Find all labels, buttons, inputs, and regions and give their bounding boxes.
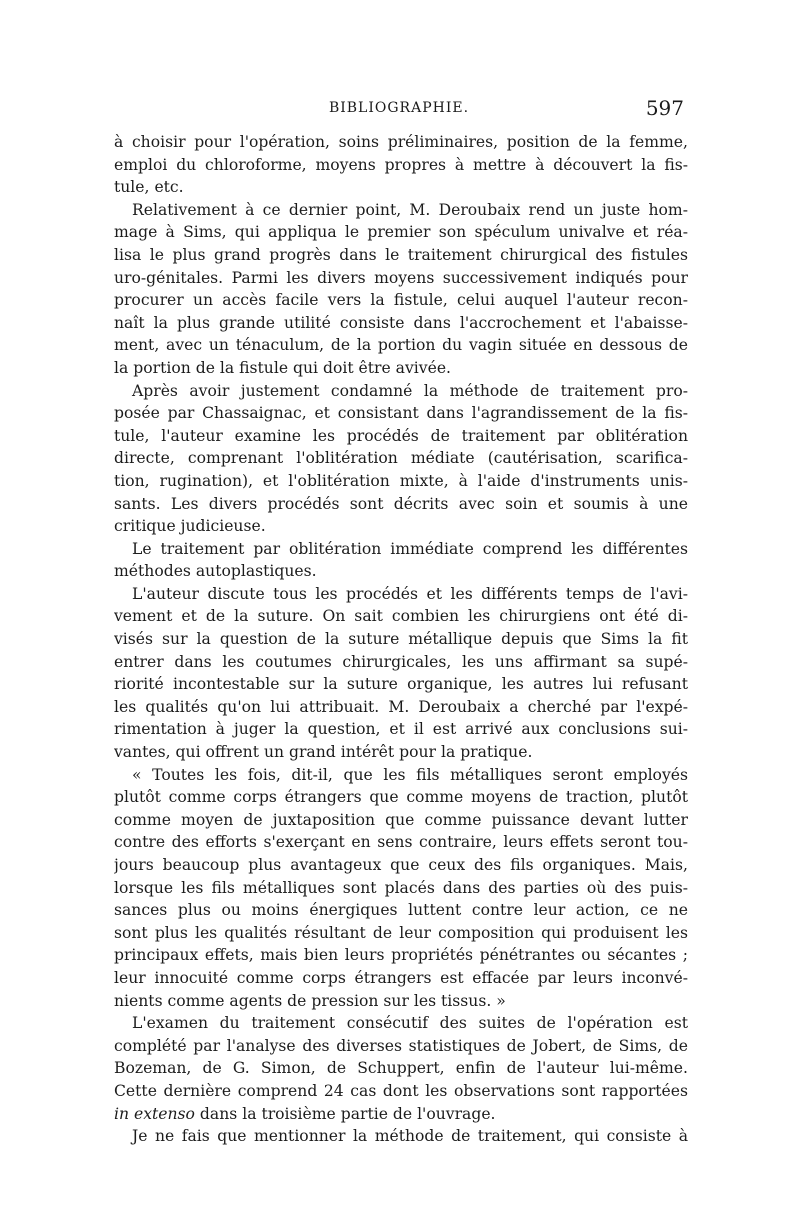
line-text: leur innocuité comme corps étrangers est effacée par leurs inconvé- <box>114 968 688 987</box>
line-text: vement et de la suture. On sait combien les chirurgiens ont été di- <box>114 607 688 626</box>
text-line <box>114 1080 688 1103</box>
text-line <box>114 267 688 290</box>
line-text: directe, comprenant l'oblitération médiate (cautérisation, scarifica- <box>114 449 688 468</box>
text-line <box>114 831 688 854</box>
line-text: ment, avec un ténaculum, de la portion du vagin située en dessous de <box>114 336 688 355</box>
text-line <box>114 877 688 900</box>
line-text: lisa le plus grand progrès dans le traitement chirurgical des fistules <box>114 245 688 264</box>
line-text: posée par Chassaignac, et consistant dans l'agrandissement de la fis- <box>114 404 688 423</box>
text-line <box>114 289 688 312</box>
line-text: jours beaucoup plus avantageux que ceux des fils organiques. Mais, <box>114 856 688 874</box>
text-line <box>114 447 688 470</box>
text-line <box>114 154 688 177</box>
line-text: nients comme agents de pression sur les tissus. » <box>114 991 506 1010</box>
line-text: à choisir pour l'opération, soins préliminaires, position de la femme, <box>114 133 688 151</box>
line-text: entrer dans les coutumes chirurgicales, les uns affirmant sa supé- <box>114 652 688 671</box>
text-line <box>114 1012 688 1035</box>
text-line <box>114 967 688 990</box>
line-text: Après avoir justement condamné la méthode de traitement pro- <box>132 381 688 400</box>
line-text: complété par l'analyse des diverses statistiques de Jobert, de Sims, de <box>114 1036 688 1055</box>
page-header <box>114 96 684 122</box>
line-text: contre des efforts s'exerçant en sens contraire, leurs effets seront tou- <box>114 833 688 852</box>
body-text <box>114 131 688 1148</box>
line-text: L'auteur discute tous les procédés et les différents temps de l'avi- <box>132 584 688 603</box>
line-text: méthodes autoplastiques. <box>114 562 317 581</box>
text-line <box>114 402 688 425</box>
line-text: sances plus ou moins énergiques luttent contre leur action, ce ne <box>114 901 688 920</box>
line-text: tion, rugination), et l'oblitération mixte, à l'aide d'instruments unis- <box>114 471 688 490</box>
line-text: rimentation à juger la question, et il est arrivé aux conclusions sui- <box>114 720 688 739</box>
text-line <box>114 470 688 493</box>
text-line <box>114 1103 688 1126</box>
line-text: visés sur la question de la suture métallique depuis que Sims la fit <box>114 630 688 649</box>
text-line <box>114 583 688 606</box>
text-line <box>114 628 688 651</box>
line-text: Le traitement par oblitération immédiate comprend les différentes <box>132 539 688 558</box>
line-text: mage à Sims, qui appliqua le premier son spéculum univalve et réa- <box>114 223 688 242</box>
text-line <box>114 493 688 516</box>
text-line <box>114 1125 688 1148</box>
line-text: comme moyen de juxtaposition que comme puissance devant lutter <box>114 810 688 829</box>
line-text: Cette dernière comprend 24 cas dont les observations sont rapportées <box>114 1081 688 1100</box>
text-line <box>114 538 688 561</box>
text-line <box>114 696 688 719</box>
line-text: emploi du chloroforme, moyens propres à mettre à découvert la fis- <box>114 155 688 174</box>
line-text: lorsque les fils métalliques sont placés dans des parties où des puis- <box>114 878 688 897</box>
text-line <box>114 990 688 1013</box>
line-text: tule, etc. <box>114 178 184 197</box>
line-text: Je ne fais que mentionner la méthode de traitement, qui consiste à <box>132 1127 688 1146</box>
line-text: naît la plus grande utilité consiste dans l'accrochement et l'abaisse- <box>114 313 688 332</box>
line-text: sants. Les divers procédés sont décrits avec soin et soumis à une <box>114 494 688 513</box>
line-text: L'examen du traitement consécutif des suites de l'opération est <box>132 1014 688 1033</box>
text-line <box>114 764 688 787</box>
text-line <box>114 899 688 922</box>
text-line <box>114 809 688 832</box>
line-text: plutôt comme corps étrangers que comme moyens de traction, plutôt <box>114 788 688 807</box>
line-text: tule, l'auteur examine les procédés de traitement par oblitération <box>114 426 688 445</box>
line-text: critique judicieuse. <box>114 517 266 536</box>
line-text: uro-génitales. Parmi les divers moyens successivement indiqués pour <box>114 268 688 287</box>
text-line <box>114 312 688 335</box>
text-line <box>114 425 688 448</box>
text-line <box>114 244 688 267</box>
line-text: sont plus les qualités résultant de leur composition qui produisent les <box>114 923 688 942</box>
italic-phrase: in extenso <box>114 1104 195 1123</box>
text-line <box>114 605 688 628</box>
text-line <box>114 718 688 741</box>
text-line <box>114 651 688 674</box>
line-text: procurer un accès facile vers la fistule, celui auquel l'auteur recon- <box>114 291 688 310</box>
text-line <box>114 741 688 764</box>
text-line <box>114 334 688 357</box>
line-text: les qualités qu'on lui attribuait. M. Deroubaix a cherché par l'expé- <box>114 697 688 716</box>
text-line <box>114 357 688 380</box>
line-text: la portion de la fistule qui doit être avivée. <box>114 358 452 377</box>
text-line <box>114 221 688 244</box>
line-text: Relativement à ce dernier point, M. Deroubaix rend un juste hom- <box>132 200 688 219</box>
line-text: riorité incontestable sur la suture organique, les autres lui refusant <box>114 675 688 694</box>
text-line <box>114 515 688 538</box>
line-text: Bozeman, de G. Simon, de Schuppert, enfin de l'auteur lui-même. <box>114 1059 688 1078</box>
page-number: 597 <box>645 96 684 120</box>
text-line <box>114 786 688 809</box>
text-line <box>114 922 688 945</box>
text-line <box>114 944 688 967</box>
text-line <box>114 199 688 222</box>
text-line <box>114 1057 688 1080</box>
line-text: vantes, qui offrent un grand intérêt pour la pratique. <box>114 743 533 762</box>
text-line <box>114 131 688 154</box>
text-line <box>114 560 688 583</box>
running-title: BIBLIOGRAPHIE. <box>328 100 470 116</box>
line-text: dans la troisième partie de l'ouvrage. <box>199 1104 496 1123</box>
text-line <box>114 854 688 877</box>
text-line <box>114 1035 688 1058</box>
text-line <box>114 673 688 696</box>
line-text: principaux effets, mais bien leurs propriétés pénétrantes ou sécantes ; <box>114 946 688 965</box>
text-line <box>114 380 688 403</box>
text-line <box>114 176 688 199</box>
line-text: « Toutes les fois, dit-il, que les fils métalliques seront employés <box>132 765 688 784</box>
